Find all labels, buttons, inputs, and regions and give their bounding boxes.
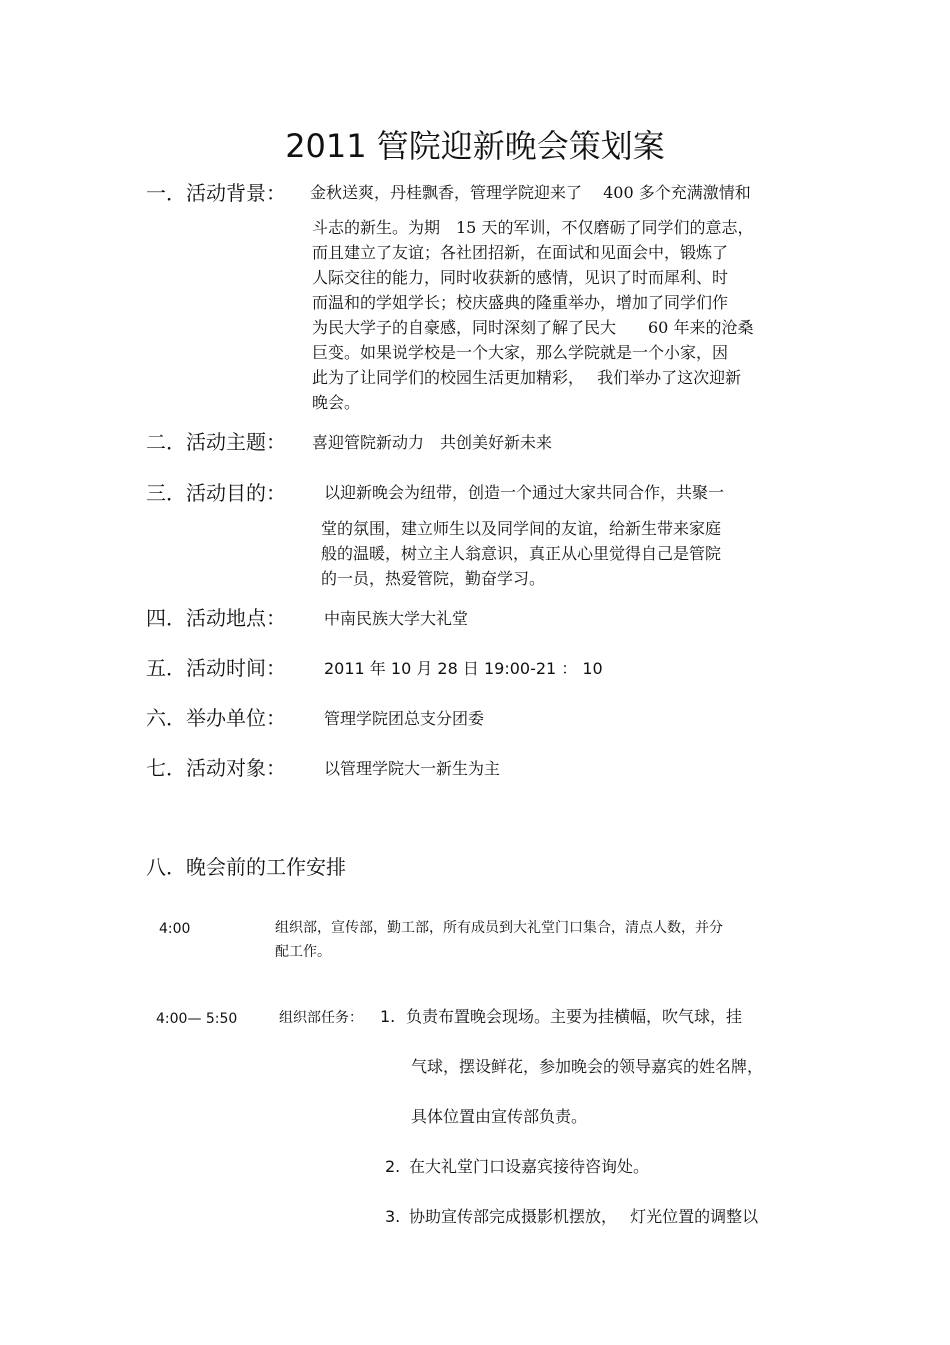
background-line: 巨变。如果说学校是一个大家，那么学院就是一个小家，因: [312, 343, 729, 362]
task-line: 气球，摆设鲜花，参加晚会的领导嘉宾的姓名牌，: [411, 1057, 764, 1076]
audience-text: 以管理学院大一新生为主: [324, 759, 501, 778]
background-line: 斗志的新生。为期 15 天的军训，不仅磨砺了同学们的意志，: [312, 218, 754, 237]
schedule-time: 4:00— 5:50: [156, 1011, 238, 1027]
background-line: 而且建立了友谊；各社团招新，在面试和见面会中，锻炼了: [312, 243, 729, 262]
background-line: 为民大学子的自豪感，同时深刻了解了民大 60 年来的沧桑: [312, 318, 754, 337]
task-number: 1.: [380, 1007, 396, 1026]
time-text: 2011 年 10 月 28 日 19:00-21 ： 10: [324, 659, 603, 678]
task-number: 2.: [385, 1157, 401, 1176]
section-label-purpose: 三．活动目的：: [146, 481, 286, 505]
section-label-background: 一．活动背景：: [146, 181, 286, 205]
background-line: 人际交往的能力，同时收获新的感情，见识了时而犀利、时: [312, 268, 729, 287]
section-label-organizer: 六．举办单位：: [146, 706, 286, 730]
page-title: 2011 管院迎新晚会策划案: [285, 127, 665, 165]
background-line: 金秋送爽，丹桂飘香，管理学院迎来了 400 多个充满激情和: [310, 183, 751, 202]
background-paragraph: [312, 215, 753, 415]
purpose-line: 般的温暖，树立主人翁意识，真正从心里觉得自己是管院: [321, 544, 722, 563]
task-line: 协助宣传部完成摄影机摆放， 灯光位置的调整以: [409, 1207, 759, 1226]
purpose-paragraph: [321, 516, 721, 591]
purpose-line: 以迎新晚会为纽带，创造一个通过大家共同合作，共聚一: [324, 483, 725, 502]
section-label-audience: 七．活动对象：: [146, 756, 286, 780]
background-line: 此为了让同学们的校园生活更加精彩， 我们举办了这次迎新: [312, 368, 742, 387]
schedule-line: 组织部，宣传部，勤工部，所有成员到大礼堂门口集合，清点人数，并分: [275, 920, 723, 936]
section-label-prep: 八．晚会前的工作安排: [146, 855, 346, 879]
task-line: 具体位置由宣传部负责。: [411, 1107, 588, 1126]
task-line: 负责布置晚会现场。主要为挂横幅，吹气球，挂: [406, 1007, 743, 1026]
schedule-line: 配工作。: [275, 944, 331, 960]
location-text: 中南民族大学大礼堂: [324, 609, 469, 628]
task-number: 3.: [385, 1207, 401, 1226]
section-label-location: 四．活动地点：: [146, 606, 286, 630]
purpose-line: 的一员，热爱管院，勤奋学习。: [321, 569, 546, 588]
task-line: 在大礼堂门口设嘉宾接待咨询处。: [409, 1157, 650, 1176]
schedule-time: 4:00: [159, 921, 191, 937]
purpose-line: 堂的氛围，建立师生以及同学间的友谊，给新生带来家庭: [321, 519, 722, 538]
schedule-dept: 组织部任务：: [279, 1010, 363, 1026]
theme-text: 喜迎管院新动力 共创美好新未来: [312, 433, 553, 452]
background-line: 晚会。: [312, 393, 361, 412]
section-label-time: 五．活动时间：: [146, 656, 286, 680]
background-line: 而温和的学姐学长；校庆盛典的隆重举办，增加了同学们作: [312, 293, 729, 312]
section-label-theme: 二．活动主题：: [146, 430, 286, 454]
organizer-text: 管理学院团总支分团委: [324, 709, 485, 728]
